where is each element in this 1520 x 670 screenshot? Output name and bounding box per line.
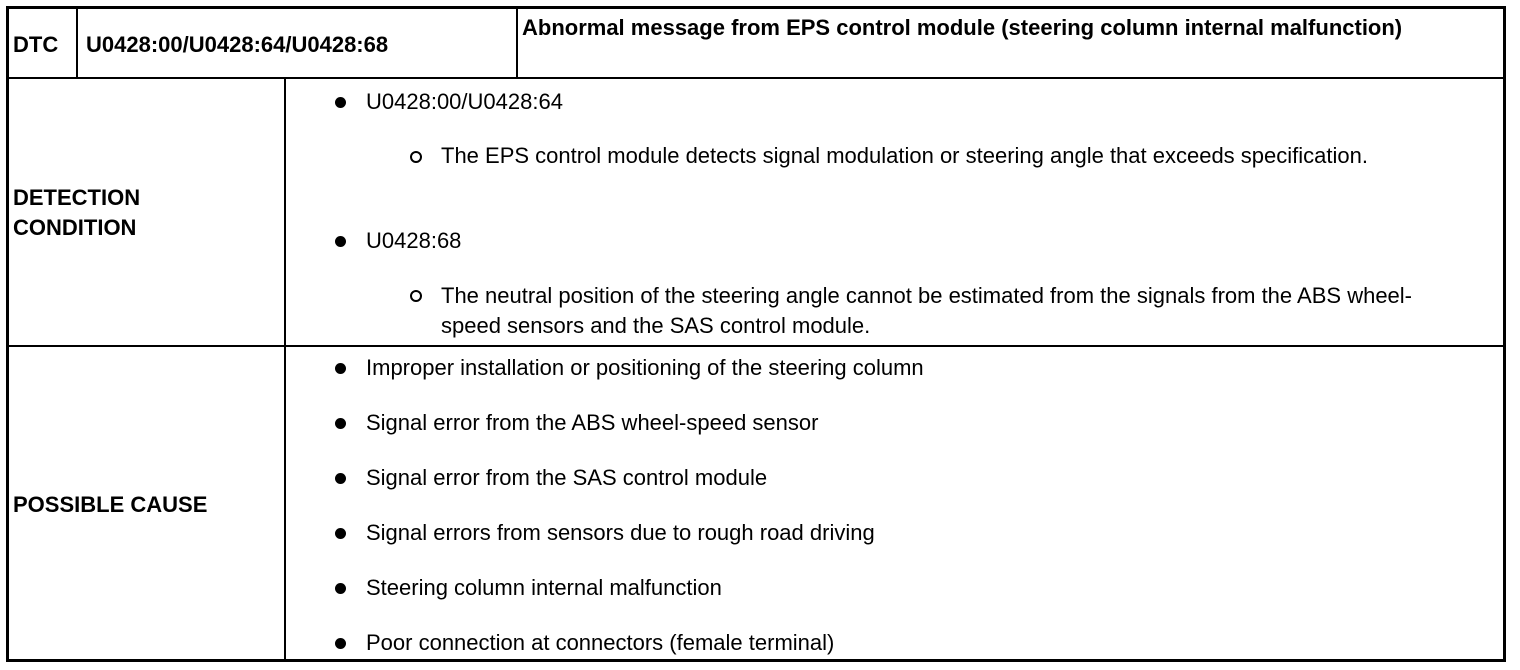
bullet-icon — [335, 583, 346, 594]
cause-item: Improper installation or positioning of the steering column — [366, 355, 924, 380]
bullet-icon — [335, 418, 346, 429]
bullet-icon — [335, 236, 346, 247]
detection-label-line2: CONDITION — [13, 215, 137, 240]
detection-code-1: U0428:00/U0428:64 — [366, 89, 563, 114]
dtc-label-divider — [76, 6, 78, 78]
bullet-icon — [335, 638, 346, 649]
cause-item: Poor connection at connectors (female terminal) — [366, 630, 835, 655]
cause-item: Signal errors from sensors due to rough road driving — [366, 520, 875, 545]
cause-item: Steering column internal malfunction — [366, 575, 722, 600]
cause-item: Signal error from the ABS wheel-speed sensor — [366, 410, 819, 435]
bullet-icon — [335, 473, 346, 484]
dtc-description: Abnormal message from EPS control module (steering column internal malfunction) — [522, 15, 1403, 40]
dtc-label: DTC — [13, 32, 59, 57]
circle-bullet-icon — [410, 290, 422, 302]
bullet-icon — [335, 528, 346, 539]
bullet-icon — [335, 97, 346, 108]
bullet-icon — [335, 363, 346, 374]
header-divider — [6, 77, 1506, 79]
detection-detail-1: The EPS control module detects signal modulation or steering angle that exceeds specification. — [441, 143, 1368, 168]
possible-cause-label: POSSIBLE CAUSE — [13, 492, 208, 517]
dtc-codes: U0428:00/U0428:64/U0428:68 — [86, 32, 389, 57]
detection-label-line1: DETECTION — [13, 185, 141, 210]
circle-bullet-icon — [410, 151, 422, 163]
label-column-divider — [284, 78, 286, 662]
detection-detail-2: The neutral position of the steering angle cannot be estimated from the signals from the ABS wheel-speed sensors and the SAS control module. — [441, 283, 1412, 338]
detection-code-2: U0428:68 — [366, 228, 462, 253]
dtc-code-divider — [516, 6, 518, 78]
cause-item: Signal error from the SAS control module — [366, 465, 768, 490]
section-divider — [6, 345, 1506, 347]
